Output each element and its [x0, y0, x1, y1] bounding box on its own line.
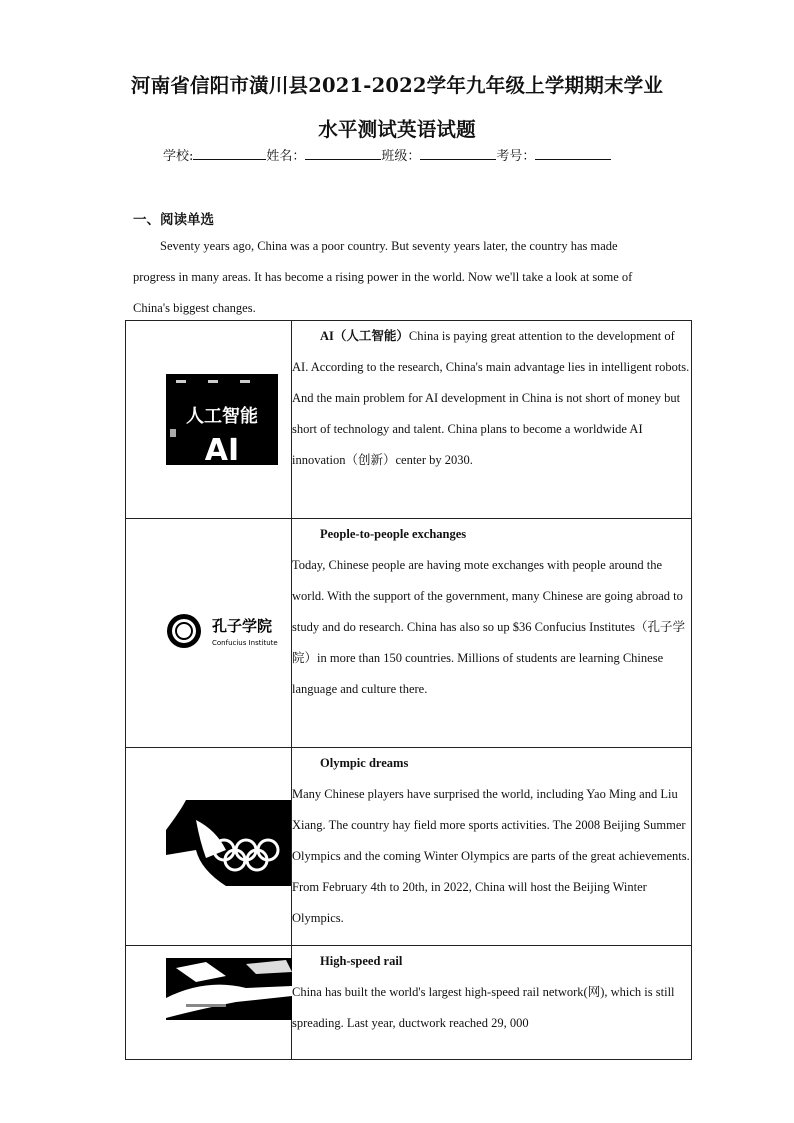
section-heading: 一、阅读单选: [133, 212, 214, 228]
reading-table: [125, 320, 692, 1060]
name-blank[interactable]: [305, 146, 381, 160]
logo-chinese-text: 孔子学院: [212, 617, 273, 635]
ai-image: [166, 374, 278, 465]
image-cell: [126, 519, 292, 748]
table-row: [126, 748, 692, 946]
logo-english-text: Confucius Institute: [212, 639, 278, 647]
table-row: [126, 321, 692, 519]
intro-text: Seventy years ago, China was a poor country. But seventy years later, the country has made progress in many areas. It has become a rising power in the world. Now we'll take a look at some of China's biggest changes.: [133, 239, 633, 315]
row-body: Today, Chinese people are having mote exchanges with people around the world. With the support of the government, many Chinese are going abroad to study and do research. China has also so up $36 Confucius Institutes（孔子学院）in more than 150 countries. Millions of students are learning Chinese language and culture there.: [292, 558, 686, 696]
row-title: AI（人工智能）: [320, 329, 409, 343]
text-cell: [292, 946, 692, 1060]
table-row: [126, 946, 692, 1060]
row-body: China has built the world's largest high-speed rail network(网), which is still spreading. Last year, ductwork reached 29, 000: [292, 985, 675, 1030]
row-title: High-speed rail: [320, 954, 403, 968]
class-blank[interactable]: [420, 146, 496, 160]
text-cell: [292, 748, 692, 946]
row-title: People-to-people exchanges: [320, 527, 467, 541]
row-body: China is paying great attention to the development of AI. According to the research, China's main advantage lies in intelligent robots. And the main problem for AI development in China is not short of money but short of technology and talent. China plans to become a worldwide AI innovation（创新）center by 2030.: [292, 329, 690, 467]
name-label: 姓名：: [266, 149, 306, 164]
text-cell: [292, 519, 692, 748]
page-title-line1: 河南省信阳市潢川县2021-2022学年九年级上学期期末学业: [130, 74, 664, 97]
image-cell: [126, 748, 292, 946]
row-title: Olympic dreams: [320, 756, 409, 770]
olympic-rings-image: [166, 800, 291, 886]
row-body: Many Chinese players have surprised the world, including Yao Ming and Liu Xiang. The country hay field more sports activities. The 2008 Beijing Summer Olympics and the coming Winter Olympics are parts of the great achievements. From February 4th to 20th, in 2022, China will host the Beijing Winter Olympics.: [292, 787, 690, 925]
image-cell: [126, 946, 292, 1060]
number-blank[interactable]: [535, 146, 611, 160]
text-cell: [292, 321, 692, 519]
image-cell: [126, 321, 292, 519]
student-info-line: [163, 145, 611, 164]
intro-paragraph: [133, 231, 653, 324]
ai-image-sub-text: AI: [204, 433, 240, 465]
ai-image-main-text: 人工智能: [186, 406, 258, 427]
high-speed-rail-image: [166, 958, 292, 1020]
class-label: 班级：: [381, 149, 421, 164]
table-row: [126, 519, 692, 748]
confucius-logo: [166, 611, 291, 651]
page-title-line2: 水平测试英语试题: [318, 118, 476, 141]
number-label: 考号：: [496, 149, 536, 164]
school-blank[interactable]: [193, 146, 266, 160]
school-label: 学校:: [163, 149, 194, 164]
